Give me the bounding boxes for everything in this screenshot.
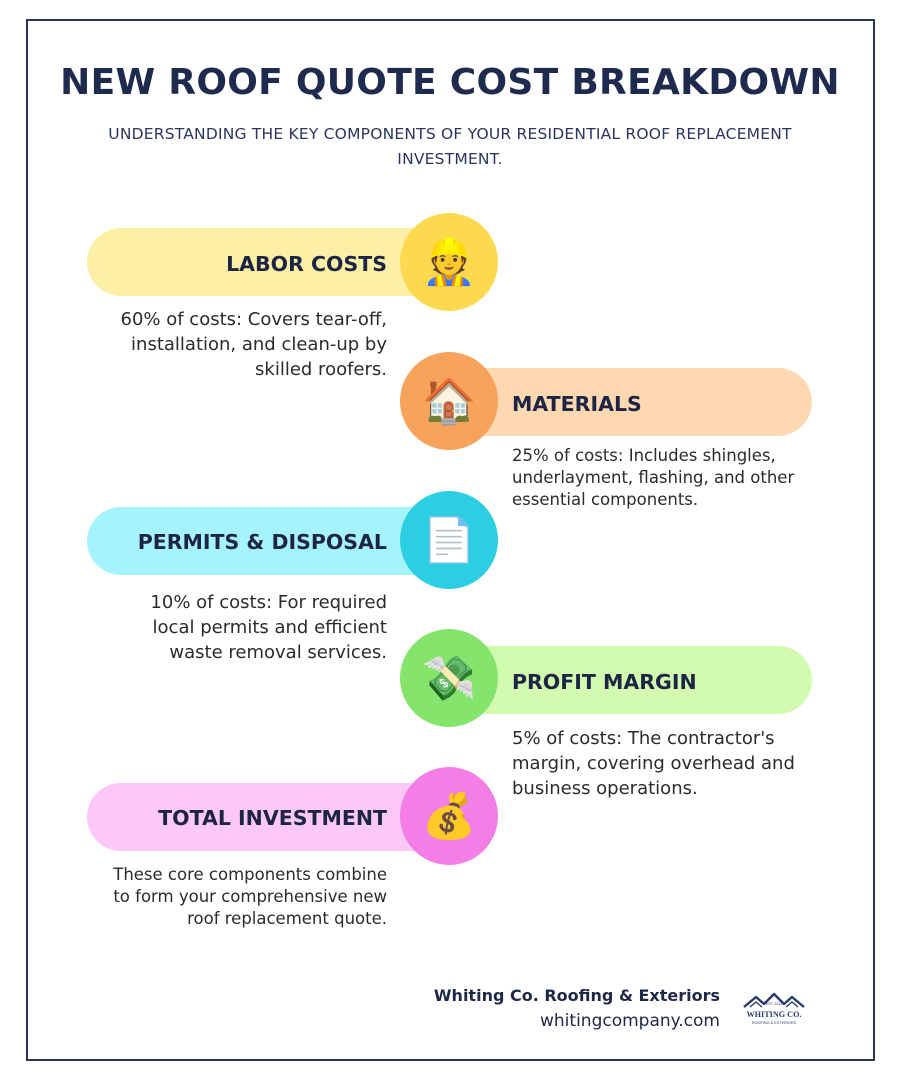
profit-margin-circle — [400, 629, 498, 727]
construction-worker-icon: 👷 — [421, 237, 477, 288]
money-with-wings-icon: 💸 — [421, 653, 477, 704]
logo-text: WHITING CO. — [746, 1010, 802, 1019]
materials-description: 25% of costs: Includes shingles, underlayment, flashing, and other essential components. — [512, 446, 795, 509]
total-investment-description: These core components combine to form your comprehensive new roof replacement quote. — [113, 865, 387, 928]
company-url[interactable]: whitingcompany.com — [540, 1011, 720, 1031]
money-bag-icon: 💰 — [421, 791, 477, 842]
house-icon: 🏠 — [421, 376, 477, 427]
total-investment-label: TOTAL INVESTMENT — [158, 806, 387, 830]
profit-margin-description: 5% of costs: The contractor's margin, covering overhead and business operations. — [512, 728, 795, 799]
materials-circle — [400, 352, 498, 450]
document-icon: 📄 — [421, 515, 477, 566]
permits-disposal-description: 10% of costs: For required local permits and efficient waste removal services. — [150, 592, 387, 663]
labor-costs-circle — [400, 213, 498, 311]
logo-tagline: EST. 2014 — [765, 1002, 783, 1006]
page-subtitle: UNDERSTANDING THE KEY COMPONENTS OF YOUR RESIDENTIAL ROOF REPLACEMENT INVESTMENT. — [108, 125, 792, 168]
company-logo — [740, 990, 810, 1030]
materials-label: MATERIALS — [512, 392, 642, 416]
permits-disposal-label: PERMITS & DISPOSAL — [137, 530, 387, 554]
profit-margin-label: PROFIT MARGIN — [512, 670, 697, 694]
labor-costs-label: LABOR COSTS — [226, 252, 387, 276]
permits-disposal-circle — [400, 491, 498, 589]
labor-costs-description: 60% of costs: Covers tear-off, installation, and clean-up by skilled roofers. — [120, 309, 387, 380]
company-name: Whiting Co. Roofing & Exteriors — [433, 986, 720, 1005]
total-investment-circle — [400, 767, 498, 865]
page-title: NEW ROOF QUOTE COST BREAKDOWN — [60, 62, 840, 103]
logo-subtext: ROOFING & EXTERIORS — [751, 1021, 797, 1025]
